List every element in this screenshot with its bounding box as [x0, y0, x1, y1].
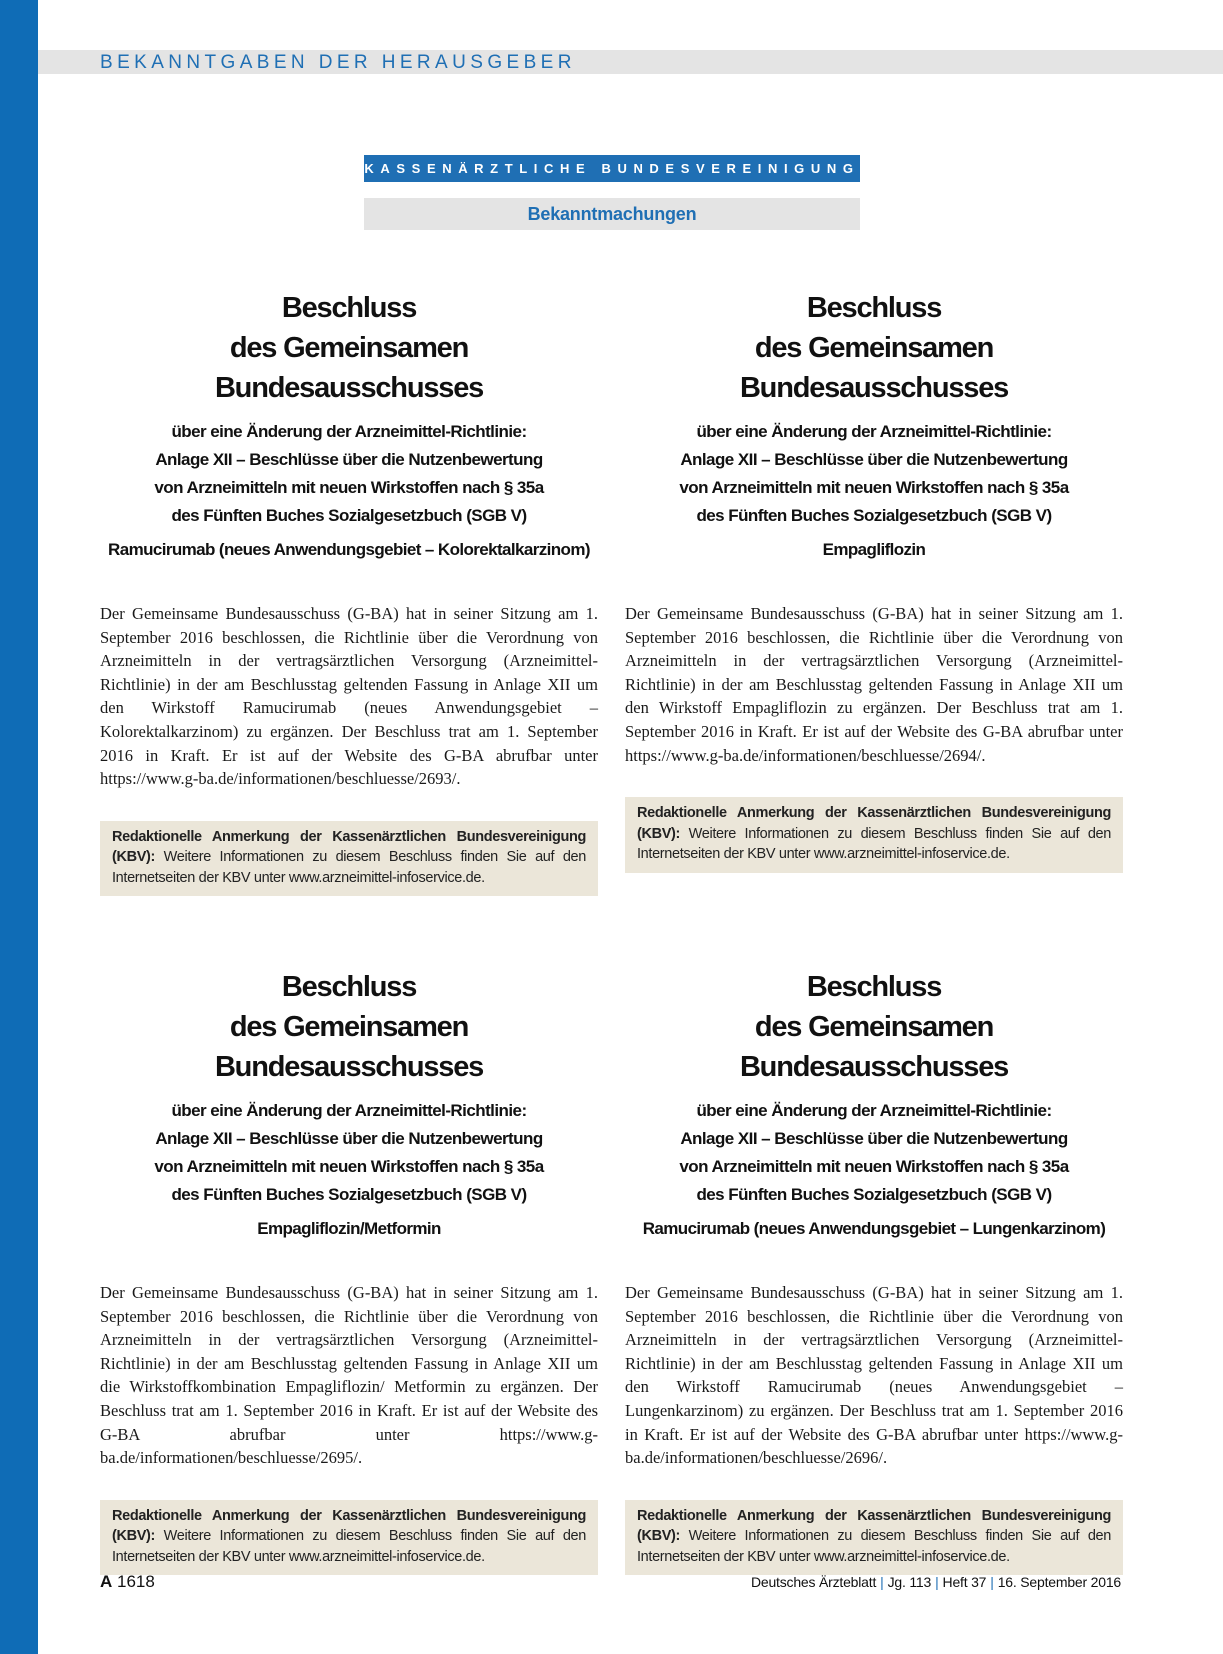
editorial-note-label: Redaktionelle Anmerkung der Kassenärztlichen Bundesvereinigung (KBV): — [112, 828, 586, 866]
article-body: Der Gemeinsame Bundesausschuss (G-BA) hat in seiner Sitzung am 1. September 2016 beschlossen, die Richtlinie über die Verordnung von Arzneimitteln in der vertragsärztlichen Versorgung (Arzneimittel-Richtlinie) in der am Beschlusstag geltenden Fassung in Anlage XII um den Wirkstoff Ramucirumab (neues Anwendungsgebiet – Kolorektalkarzinom) zu ergänzen. Der Beschluss trat am 1. September 2016 in Kraft. Er ist auf der Website des G-BA abrufbar unter https://www.g-ba.de/informationen/beschluesse/2693/. — [100, 604, 598, 789]
footer-separator: | — [990, 1574, 994, 1590]
editorial-note-label: Redaktionelle Anmerkung der Kassenärztlichen Bundesvereinigung (KBV): — [637, 805, 1111, 842]
article-title: Beschluss des Gemeinsamen Bundesausschusses — [214, 971, 484, 1083]
editorial-note-label: Redaktionelle Anmerkung der Kassenärztlichen Bundesvereinigung (KBV): — [637, 1507, 1111, 1545]
article-subtitle: über eine Änderung der Arzneimittel-Richtlinie: Anlage XII – Beschlüsse über die Nutzenbewertung von Arzneimitteln mit neuen Wirkstoffen nach § 35a des Fünften Buches Sozialgesetzbuch (SGB V) — [154, 1101, 544, 1204]
article-title: Beschluss des Gemeinsamen Bundesausschusses — [739, 971, 1009, 1083]
article-body: Der Gemeinsame Bundesausschuss (G-BA) hat in seiner Sitzung am 1. September 2016 beschlossen, die Richtlinie über die Verordnung von Arzneimitteln in der vertragsärztlichen Versorgung (Arzneimittel-Richtlinie) in der am Beschlusstag geltenden Fassung in Anlage XII um die Wirkstoffkombination Empagliflozin/ Metformin zu ergänzen. Der Beschluss trat am 1. September 2016 in Kraft. Er ist auf der Website des G-BA abrufbar unter https://www.g-ba.de/informationen/beschluesse/2695/. — [100, 1283, 598, 1468]
journal-footer — [751, 1574, 1121, 1590]
editorial-note — [625, 1500, 1123, 1576]
editorial-note-text: Weitere Informationen zu diesem Beschluss finden Sie auf den Internetseiten der KBV unter www.arzneimittel-infoservice.de. — [112, 849, 586, 886]
category-banner: Bekanntmachungen — [364, 198, 860, 230]
article-drug-name: Empagliflozin/Metformin — [257, 1219, 441, 1238]
side-color-bar — [0, 0, 38, 1654]
article-drug-name: Empagliflozin — [822, 540, 926, 559]
editorial-note-text: Weitere Informationen zu diesem Beschluss finden Sie auf den Internetseiten der KBV unter www.arzneimittel-infoservice.de. — [637, 825, 1111, 863]
article-subtitle: über eine Änderung der Arzneimittel-Richtlinie: Anlage XII – Beschlüsse über die Nutzenbewertung von Arzneimitteln mit neuen Wirkstoffen nach § 35a des Fünften Buches Sozialgesetzbuch (SGB V) — [679, 422, 1069, 525]
article-ramucirumab-kolorektal — [100, 288, 598, 896]
page-prefix: A — [100, 1572, 113, 1591]
editorial-note — [625, 797, 1123, 873]
journal-volume: Jg. 113 — [887, 1574, 932, 1590]
editorial-note — [100, 1500, 598, 1576]
editorial-note-text: Weitere Informationen zu diesem Beschluss finden Sie auf den Internetseiten der KBV unter www.arzneimittel-infoservice.de. — [112, 1528, 586, 1565]
journal-issue: Heft 37 — [942, 1574, 987, 1590]
article-subtitle: über eine Änderung der Arzneimittel-Richtlinie: Anlage XII – Beschlüsse über die Nutzenbewertung von Arzneimitteln mit neuen Wirkstoffen nach § 35a des Fünften Buches Sozialgesetzbuch (SGB V) — [679, 1101, 1069, 1204]
editorial-note-label: Redaktionelle Anmerkung der Kassenärztlichen Bundesvereinigung (KBV): — [112, 1507, 586, 1545]
article-empagliflozin-metformin — [100, 967, 598, 1575]
article-drug-name: Ramucirumab (neues Anwendungsgebiet – Kolorektalkarzinom) — [108, 540, 590, 559]
article-empagliflozin — [625, 288, 1123, 873]
editorial-note-text: Weitere Informationen zu diesem Beschluss finden Sie auf den Internetseiten der KBV unter www.arzneimittel-infoservice.de. — [637, 1528, 1111, 1565]
article-body: Der Gemeinsame Bundesausschuss (G-BA) hat in seiner Sitzung am 1. September 2016 beschlossen, die Richtlinie über die Verordnung von Arzneimitteln in der vertragsärztlichen Versorgung (Arzneimittel-Richtlinie) in der am Beschlusstag geltenden Fassung in Anlage XII um den Wirkstoff Ramucirumab (neues Anwendungsgebiet – Lungenkarzinom) zu ergänzen. Der Beschluss trat am 1. September 2016 in Kraft. Er ist auf der Website des G-BA abrufbar unter https://www.g-ba.de/informationen/beschluesse/2696/. — [625, 1283, 1123, 1468]
article-subtitle: über eine Änderung der Arzneimittel-Richtlinie: Anlage XII – Beschlüsse über die Nutzenbewertung von Arzneimitteln mit neuen Wirkstoffen nach § 35a des Fünften Buches Sozialgesetzbuch (SGB V) — [154, 422, 544, 525]
article-title: Beschluss des Gemeinsamen Bundesausschusses — [214, 292, 484, 404]
editorial-note — [100, 821, 598, 897]
page-number-value: 1618 — [117, 1572, 155, 1591]
journal-name: Deutsches Ärzteblatt — [750, 1574, 877, 1590]
footer-separator: | — [880, 1574, 884, 1590]
journal-date: 16. September 2016 — [997, 1574, 1121, 1590]
article-body: Der Gemeinsame Bundesausschuss (G-BA) hat in seiner Sitzung am 1. September 2016 beschlossen, die Richtlinie über die Verordnung von Arzneimitteln in der vertragsärztlichen Versorgung (Arzneimittel-Richtlinie) in der am Beschlusstag geltenden Fassung in Anlage XII um den Wirkstoff Empagliflozin zu ergänzen. Der Beschluss trat am 1. September 2016 in Kraft. Er ist auf der Website des G-BA abrufbar unter https://www.g-ba.de/informationen/beschluesse/2694/. — [625, 604, 1123, 765]
section-header: BEKANNTGABEN DER HERAUSGEBER — [100, 52, 576, 73]
page-number — [100, 1572, 155, 1592]
organization-banner: KASSENÄRZTLICHE BUNDESVEREINIGUNG — [364, 155, 860, 182]
footer-separator: | — [935, 1574, 939, 1590]
article-ramucirumab-lunge — [625, 967, 1123, 1575]
article-drug-name: Ramucirumab (neues Anwendungsgebiet – Lungenkarzinom) — [642, 1219, 1106, 1238]
article-title: Beschluss des Gemeinsamen Bundesausschusses — [739, 292, 1009, 404]
